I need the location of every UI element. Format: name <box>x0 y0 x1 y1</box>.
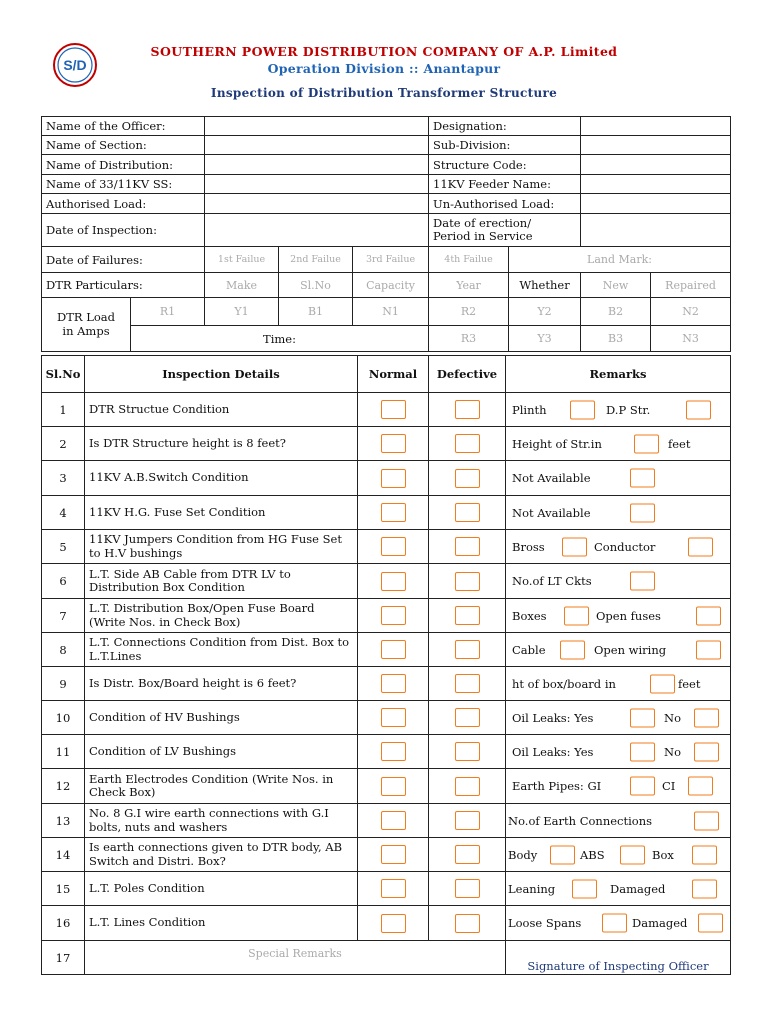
defective-checkbox[interactable] <box>455 674 480 693</box>
feeder-label: 11KV Feeder Name: <box>429 175 581 194</box>
row-number: 13 <box>42 804 85 838</box>
row-number: 17 <box>42 941 85 975</box>
normal-checkbox[interactable] <box>381 400 406 419</box>
phase-n3[interactable]: N3 <box>651 326 731 352</box>
phase-y1[interactable]: Y1 <box>205 298 279 326</box>
defective-checkbox[interactable] <box>455 879 480 898</box>
remark-checkbox[interactable] <box>564 606 589 625</box>
normal-checkbox[interactable] <box>381 640 406 659</box>
remarks-cell <box>506 564 731 599</box>
remark-checkbox[interactable] <box>686 400 711 419</box>
normal-cell <box>358 496 429 530</box>
remark-label: Not Available <box>512 505 591 520</box>
phase-r2[interactable]: R2 <box>429 298 509 326</box>
defective-cell <box>429 599 506 633</box>
defective-checkbox[interactable] <box>455 640 480 659</box>
distribution-field[interactable] <box>205 155 429 175</box>
remark-label: Oil Leaks: Yes <box>512 710 594 725</box>
normal-cell <box>358 530 429 564</box>
defective-cell <box>429 872 506 906</box>
row-number: 5 <box>42 530 85 564</box>
remark-label: feet <box>668 436 691 451</box>
failure-1[interactable]: 1st Failue <box>205 247 279 273</box>
inspection-detail: L.T. Side AB Cable from DTR LV to Distribution Box Condition <box>85 564 358 599</box>
table-row <box>42 530 731 564</box>
row-number: 14 <box>42 838 85 872</box>
table-row <box>42 427 731 461</box>
remark-label: feet <box>678 676 701 691</box>
defective-cell <box>429 804 506 838</box>
date-inspection-label: Date of Inspection: <box>42 214 205 247</box>
normal-checkbox[interactable] <box>381 914 406 933</box>
unauth-load-label: Un-Authorised Load: <box>429 194 581 214</box>
remarks-cell <box>506 393 731 427</box>
remark-checkbox[interactable] <box>570 400 595 419</box>
remark-checkbox[interactable] <box>630 708 655 727</box>
inspection-detail: Is DTR Structure height is 8 feet? <box>85 427 358 461</box>
remark-checkbox[interactable] <box>688 777 713 796</box>
remark-checkbox[interactable] <box>692 879 717 898</box>
inspection-detail: L.T. Lines Condition <box>85 906 358 941</box>
defective-checkbox[interactable] <box>455 845 480 864</box>
normal-checkbox[interactable] <box>381 674 406 693</box>
row-number: 8 <box>42 633 85 667</box>
defective-cell <box>429 496 506 530</box>
normal-cell <box>358 735 429 769</box>
remarks-cell <box>506 633 731 667</box>
remark-label: D.P Str. <box>606 402 651 417</box>
remark-label: Box <box>652 847 674 862</box>
remark-label: Height of Str.in <box>512 436 602 451</box>
defective-checkbox[interactable] <box>455 606 480 625</box>
remark-checkbox[interactable] <box>634 434 659 453</box>
header-details: Inspection Details <box>85 356 358 393</box>
inspection-detail: 11KV A.B.Switch Condition <box>85 461 358 496</box>
inspection-detail: 11KV Jumpers Condition from HG Fuse Set to H.V bushings <box>85 530 358 564</box>
defective-cell <box>429 633 506 667</box>
subdivision-label: Sub-Division: <box>429 136 581 155</box>
remark-label: Cable <box>512 642 546 657</box>
table-row <box>42 599 731 633</box>
inspection-detail: L.T. Distribution Box/Open Fuse Board (Write Nos. in Check Box) <box>85 599 358 633</box>
header-normal: Normal <box>358 356 429 393</box>
phase-b3[interactable]: B3 <box>581 326 651 352</box>
defective-checkbox[interactable] <box>455 469 480 488</box>
remarks-cell <box>506 735 731 769</box>
remarks-cell <box>506 667 731 701</box>
inspection-detail: No. 8 G.I wire earth connections with G.I bolts, nuts and washers <box>85 804 358 838</box>
whether-label: Whether <box>509 273 581 298</box>
distribution-label: Name of Distribution: <box>42 155 205 175</box>
remarks-cell <box>506 427 731 461</box>
inspection-detail: Earth Electrodes Condition (Write Nos. in Check Box) <box>85 769 358 804</box>
dtr-particulars-label: DTR Particulars: <box>42 273 205 298</box>
remark-label: Conductor <box>594 539 656 554</box>
date-failures-label: Date of Failures: <box>42 247 205 273</box>
inspection-detail: L.T. Connections Condition from Dist. Box to L.T.Lines <box>85 633 358 667</box>
table-row <box>42 633 731 667</box>
special-remarks-field[interactable]: Special Remarks <box>85 941 506 975</box>
designation-label: Designation: <box>429 117 581 136</box>
normal-checkbox[interactable] <box>381 503 406 522</box>
period-service-line: Period in Service <box>433 229 533 243</box>
remark-checkbox[interactable] <box>630 742 655 761</box>
normal-cell <box>358 804 429 838</box>
remark-label: No <box>664 710 681 725</box>
remark-checkbox[interactable] <box>698 914 723 933</box>
normal-checkbox[interactable] <box>381 879 406 898</box>
repaired-option[interactable]: Repaired <box>651 273 731 298</box>
normal-checkbox[interactable] <box>381 572 406 591</box>
inspection-detail: Is Distr. Box/Board height is 6 feet? <box>85 667 358 701</box>
capacity-field[interactable]: Capacity <box>353 273 429 298</box>
header-slno: Sl.No <box>42 356 85 393</box>
remark-label: Open fuses <box>596 608 661 623</box>
table-row <box>42 496 731 530</box>
remarks-cell <box>506 804 731 838</box>
defective-cell <box>429 564 506 599</box>
defective-cell <box>429 427 506 461</box>
table-row <box>42 667 731 701</box>
auth-load-label: Authorised Load: <box>42 194 205 214</box>
structure-code-field[interactable] <box>581 155 731 175</box>
defective-checkbox[interactable] <box>455 914 480 933</box>
row-number: 1 <box>42 393 85 427</box>
defective-cell <box>429 735 506 769</box>
remark-checkbox[interactable] <box>694 742 719 761</box>
normal-cell <box>358 872 429 906</box>
row-number: 2 <box>42 427 85 461</box>
remark-checkbox[interactable] <box>630 777 655 796</box>
subdivision-field[interactable] <box>581 136 731 155</box>
defective-checkbox[interactable] <box>455 400 480 419</box>
row-number: 9 <box>42 667 85 701</box>
row-number: 7 <box>42 599 85 633</box>
section-label: Name of Section: <box>42 136 205 155</box>
remarks-cell <box>506 872 731 906</box>
dtr-load-line2: in Amps <box>62 323 110 338</box>
header-remarks: Remarks <box>506 356 731 393</box>
remark-checkbox[interactable] <box>688 537 713 556</box>
row-number: 11 <box>42 735 85 769</box>
table-row <box>42 769 731 804</box>
normal-cell <box>358 564 429 599</box>
remarks-cell <box>506 496 731 530</box>
slno-field[interactable]: Sl.No <box>279 273 353 298</box>
row-number: 3 <box>42 461 85 496</box>
table-row <box>42 735 731 769</box>
remark-checkbox[interactable] <box>560 640 585 659</box>
defective-checkbox[interactable] <box>455 537 480 556</box>
land-mark-label[interactable]: Land Mark: <box>509 247 731 273</box>
info-table <box>41 116 731 352</box>
remark-checkbox[interactable] <box>694 708 719 727</box>
remark-label: Loose Spans <box>508 916 582 930</box>
remark-label: Damaged <box>632 916 688 930</box>
inspection-detail: DTR Structue Condition <box>85 393 358 427</box>
remark-checkbox[interactable] <box>692 845 717 864</box>
defective-cell <box>429 667 506 701</box>
inspection-detail: 11KV H.G. Fuse Set Condition <box>85 496 358 530</box>
remark-label: No.of Earth Connections <box>508 813 653 828</box>
phase-b1[interactable]: B1 <box>279 298 353 326</box>
row-number: 10 <box>42 701 85 735</box>
defective-checkbox[interactable] <box>455 503 480 522</box>
normal-checkbox[interactable] <box>381 811 406 830</box>
normal-cell <box>358 599 429 633</box>
remark-checkbox[interactable] <box>630 503 655 522</box>
year-field[interactable]: Year <box>429 273 509 298</box>
failure-2[interactable]: 2nd Failue <box>279 247 353 273</box>
remarks-cell <box>506 461 731 496</box>
make-field[interactable]: Make <box>205 273 279 298</box>
defective-checkbox[interactable] <box>455 777 480 796</box>
remark-label: Boxes <box>512 608 547 623</box>
normal-checkbox[interactable] <box>381 777 406 796</box>
defective-cell <box>429 701 506 735</box>
dtr-load-label <box>42 298 131 352</box>
defective-checkbox[interactable] <box>455 434 480 453</box>
remarks-cell <box>506 906 731 941</box>
remark-label: Damaged <box>610 881 666 896</box>
remark-checkbox[interactable] <box>696 606 721 625</box>
normal-checkbox[interactable] <box>381 469 406 488</box>
remark-label: Bross <box>512 539 545 554</box>
failure-3[interactable]: 3rd Failue <box>353 247 429 273</box>
defective-cell <box>429 769 506 804</box>
table-row <box>42 393 731 427</box>
auth-load-field[interactable] <box>205 194 429 214</box>
normal-cell <box>358 633 429 667</box>
phase-n2[interactable]: N2 <box>651 298 731 326</box>
table-row-special <box>42 941 731 975</box>
table-row <box>42 564 731 599</box>
remark-label: CI <box>662 779 676 793</box>
remark-label: Plinth <box>512 402 547 417</box>
signature-label: Signature of Inspecting Officer <box>506 941 731 975</box>
normal-cell <box>358 838 429 872</box>
defective-checkbox[interactable] <box>455 572 480 591</box>
remark-checkbox[interactable] <box>694 811 719 830</box>
remarks-cell <box>506 769 731 804</box>
inspection-detail: Condition of LV Bushings <box>85 735 358 769</box>
remark-label: No <box>664 744 681 759</box>
dtr-load-line1: DTR Load <box>57 310 115 324</box>
table-row <box>42 906 731 941</box>
phase-y3[interactable]: Y3 <box>509 326 581 352</box>
remark-checkbox[interactable] <box>620 845 645 864</box>
division-name: Operation Division :: Anantapur <box>267 61 501 76</box>
remark-label: No.of LT Ckts <box>512 574 592 588</box>
normal-cell <box>358 769 429 804</box>
remark-checkbox[interactable] <box>650 674 675 693</box>
defective-cell <box>429 393 506 427</box>
defective-checkbox[interactable] <box>455 708 480 727</box>
row-number: 15 <box>42 872 85 906</box>
new-option[interactable]: New <box>581 273 651 298</box>
row-number: 16 <box>42 906 85 941</box>
normal-checkbox[interactable] <box>381 606 406 625</box>
remark-checkbox[interactable] <box>630 469 655 488</box>
remark-label: ht of box/board in <box>512 676 616 691</box>
inspection-detail: Condition of HV Bushings <box>85 701 358 735</box>
unauth-load-field[interactable] <box>581 194 731 214</box>
inspection-detail: Is earth connections given to DTR body, AB Switch and Distri. Box? <box>85 838 358 872</box>
remark-checkbox[interactable] <box>562 537 587 556</box>
remark-checkbox[interactable] <box>602 914 627 933</box>
remark-checkbox[interactable] <box>630 572 655 591</box>
defective-cell <box>429 906 506 941</box>
table-row <box>42 461 731 496</box>
phase-y2[interactable]: Y2 <box>509 298 581 326</box>
normal-cell <box>358 906 429 941</box>
normal-cell <box>358 701 429 735</box>
phase-r3[interactable]: R3 <box>429 326 509 352</box>
remark-label: Oil Leaks: Yes <box>512 744 594 759</box>
remark-checkbox[interactable] <box>550 845 575 864</box>
normal-cell <box>358 427 429 461</box>
table-row <box>42 701 731 735</box>
remark-label: Not Available <box>512 471 591 485</box>
date-erection-line: Date of erection/ <box>433 215 532 230</box>
row-number: 4 <box>42 496 85 530</box>
defective-cell <box>429 838 506 872</box>
inspection-table <box>41 355 731 975</box>
remark-checkbox[interactable] <box>572 879 597 898</box>
remark-label: Open wiring <box>594 642 667 657</box>
time-label: Time: <box>131 326 429 352</box>
table-row <box>42 804 731 838</box>
normal-cell <box>358 393 429 427</box>
officer-label: Name of the Officer: <box>42 117 205 136</box>
row-number: 12 <box>42 769 85 804</box>
ss-field[interactable] <box>205 175 429 194</box>
designation-field[interactable] <box>581 117 731 136</box>
table-row <box>42 872 731 906</box>
remark-checkbox[interactable] <box>696 640 721 659</box>
remark-label: Earth Pipes: GI <box>512 779 602 793</box>
remark-label: Leaning <box>508 881 556 896</box>
officer-field[interactable] <box>205 117 429 136</box>
remark-label: ABS <box>580 847 605 862</box>
remarks-cell <box>506 599 731 633</box>
phase-b2[interactable]: B2 <box>581 298 651 326</box>
normal-checkbox[interactable] <box>381 845 406 864</box>
table-row <box>42 838 731 872</box>
row-number: 6 <box>42 564 85 599</box>
normal-checkbox[interactable] <box>381 537 406 556</box>
ss-label: Name of 33/11KV SS: <box>42 175 205 194</box>
section-field[interactable] <box>205 136 429 155</box>
normal-checkbox[interactable] <box>381 708 406 727</box>
date-erection-field[interactable] <box>581 214 731 247</box>
remarks-cell <box>506 701 731 735</box>
inspection-detail: L.T. Poles Condition <box>85 872 358 906</box>
phase-r1[interactable]: R1 <box>131 298 205 326</box>
date-erection-label <box>429 214 581 247</box>
defective-cell <box>429 530 506 564</box>
remarks-cell <box>506 530 731 564</box>
failure-4[interactable]: 4th Failue <box>429 247 509 273</box>
normal-checkbox[interactable] <box>381 434 406 453</box>
defective-checkbox[interactable] <box>455 742 480 761</box>
defective-cell <box>429 461 506 496</box>
normal-cell <box>358 667 429 701</box>
normal-cell <box>358 461 429 496</box>
defective-checkbox[interactable] <box>455 811 480 830</box>
normal-checkbox[interactable] <box>381 742 406 761</box>
company-name: SOUTHERN POWER DISTRIBUTION COMPANY OF A.P. Limited <box>150 44 618 59</box>
header-defective: Defective <box>429 356 506 393</box>
document-title: Inspection of Distribution Transformer Structure <box>210 86 558 100</box>
structure-code-label: Structure Code: <box>429 155 581 175</box>
remark-label: Body <box>508 847 538 862</box>
date-inspection-field[interactable] <box>205 214 429 247</box>
logo-text: S/D <box>63 57 87 73</box>
phase-n1[interactable]: N1 <box>353 298 429 326</box>
feeder-field[interactable] <box>581 175 731 194</box>
remarks-cell <box>506 838 731 872</box>
